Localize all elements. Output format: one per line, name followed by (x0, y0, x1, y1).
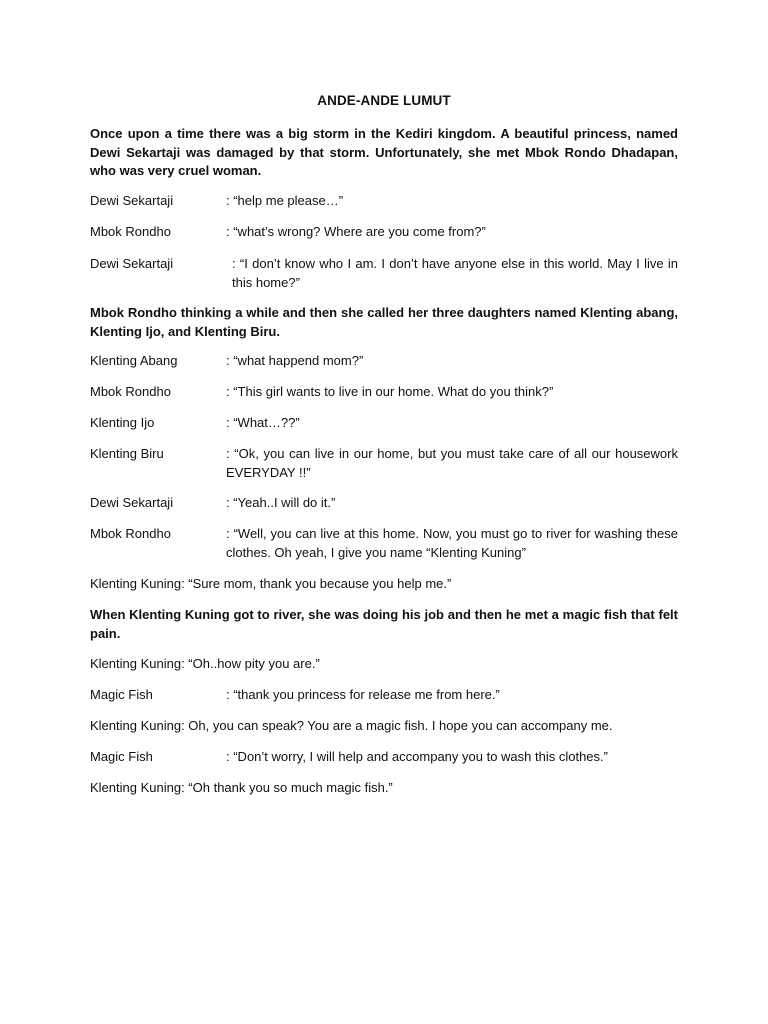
dialogue-line: : “What…??” (226, 415, 300, 430)
dialogue-speaker: Magic Fish (90, 687, 153, 702)
dialogue-inline: Klenting Kuning: “Oh..how pity you are.” (90, 656, 320, 671)
dialogue-inline: Klenting Kuning: Oh, you can speak? You are a magic fish. I hope you can accompany me. (90, 718, 613, 733)
dialogue-speaker: Mbok Rondho (90, 384, 171, 399)
document-title: ANDE-ANDE LUMUT (317, 93, 451, 108)
dialogue-speaker: Mbok Rondho (90, 224, 171, 239)
narration-paragraph-1: Once upon a time there was a big storm in the Kediri kingdom. A beautiful princess, named Dewi Sekartaji was damaged by that storm. Unfortunately, she met Mbok Rondo Dhadapan, who was very cruel woman. (90, 126, 678, 178)
dialogue-row (90, 525, 678, 562)
dialogue-row (90, 255, 678, 292)
dialogue-speaker: Klenting Abang (90, 353, 178, 368)
dialogue-line: : “thank you princess for release me from here.” (226, 687, 500, 702)
dialogue-line: : “Don’t worry, I will help and accompany you to wash this clothes.” (226, 749, 608, 764)
dialogue-row (90, 192, 678, 211)
dialogue-row (90, 494, 678, 513)
dialogue-line: : “help me please…” (226, 193, 344, 208)
dialogue-row (90, 383, 678, 402)
dialogue-inline: Klenting Kuning: “Sure mom, thank you because you help me.” (90, 576, 452, 591)
dialogue-speaker: Mbok Rondho (90, 526, 171, 541)
dialogue-speaker: Dewi Sekartaji (90, 495, 174, 510)
dialogue-line: : “Yeah..I will do it.” (226, 495, 336, 510)
dialogue-line: : “what’s wrong? Where are you come from?” (226, 224, 486, 239)
dialogue-row (90, 445, 678, 482)
dialogue-row (90, 748, 678, 767)
narration-paragraph-2: Mbok Rondho thinking a while and then she called her three daughters named Klenting abang, Klenting Ijo, and Klenting Biru. (90, 305, 678, 339)
dialogue-line: : “Well, you can live at this home. Now, you must go to river for washing these clothes. Oh yeah, I give you name “Klenting Kuning” (226, 526, 678, 560)
dialogue-row (90, 686, 678, 705)
dialogue-speaker: Klenting Biru (90, 446, 164, 461)
dialogue-speaker: Dewi Sekartaji (90, 256, 174, 271)
dialogue-line: : “Ok, you can live in our home, but you must take care of all our housework EVERYDAY !!” (226, 446, 678, 480)
dialogue-row (90, 223, 678, 242)
dialogue-speaker: Dewi Sekartaji (90, 193, 174, 208)
dialogue-line: : “I don’t know who I am. I don’t have anyone else in this world. May I live in this home?” (232, 256, 678, 290)
narration-paragraph-3: When Klenting Kuning got to river, she was doing his job and then he met a magic fish that felt pain. (90, 607, 678, 641)
dialogue-speaker: Magic Fish (90, 749, 153, 764)
dialogue-line: : “This girl wants to live in our home. What do you think?” (226, 384, 554, 399)
dialogue-line: : “what happend mom?” (226, 353, 364, 368)
dialogue-speaker: Klenting Ijo (90, 415, 155, 430)
dialogue-inline: Klenting Kuning: “Oh thank you so much magic fish.” (90, 780, 393, 795)
dialogue-row (90, 414, 678, 433)
dialogue-row (90, 352, 678, 371)
